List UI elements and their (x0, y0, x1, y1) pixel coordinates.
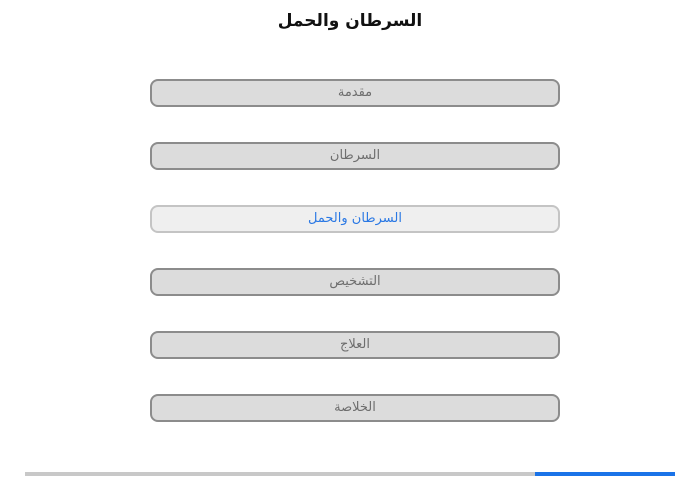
menu-button-cancer-pregnancy[interactable]: السرطان والحمل (150, 205, 560, 233)
progress-bar-fill (535, 472, 675, 476)
progress-bar (25, 472, 675, 476)
menu-button-treatment[interactable]: العلاج (150, 331, 560, 359)
menu-button-diagnosis[interactable]: التشخيص (150, 268, 560, 296)
menu-button-summary[interactable]: الخلاصة (150, 394, 560, 422)
section-menu (150, 79, 560, 457)
menu-button-cancer[interactable]: السرطان (150, 142, 560, 170)
menu-button-intro[interactable]: مقدمة (150, 79, 560, 107)
page-title: السرطان والحمل (277, 11, 423, 31)
